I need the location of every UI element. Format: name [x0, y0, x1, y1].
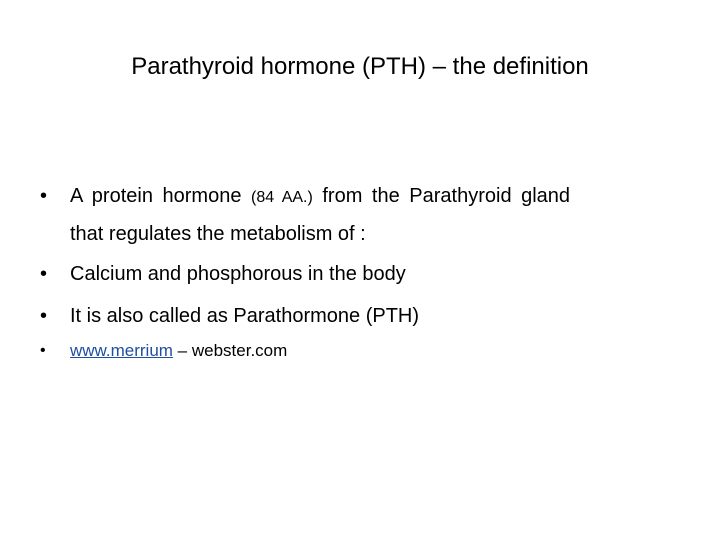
- calcium-text: Calcium and phosphorous in the body: [70, 263, 406, 285]
- bullet-item-calcium: [0, 256, 720, 292]
- parathormone-text: It is also called as Parathormone (PTH): [70, 305, 420, 327]
- definition-text-start: A protein hormone: [70, 185, 251, 207]
- bullet-item-definition: [0, 178, 720, 252]
- definition-line-1: [70, 178, 680, 216]
- bullet-item-parathormone: [0, 298, 720, 334]
- bullet-list: [0, 178, 720, 366]
- bullet-marker: •: [40, 263, 48, 285]
- source-link[interactable]: www.merrium: [70, 341, 173, 360]
- definition-text-end: from the Parathyroid gland: [312, 185, 571, 207]
- bullet-marker: •: [40, 342, 46, 359]
- bullet-item-source: [0, 336, 720, 366]
- definition-line-2: that regulates the metabolism of :: [70, 223, 366, 245]
- bullet-marker: •: [40, 185, 48, 207]
- slide-title: Parathyroid hormone (PTH) – the definition: [131, 53, 589, 80]
- bullet-marker: •: [40, 305, 48, 327]
- source-text-rest: – webster.com: [172, 341, 288, 360]
- amino-acid-note: (84 AA.): [251, 189, 313, 206]
